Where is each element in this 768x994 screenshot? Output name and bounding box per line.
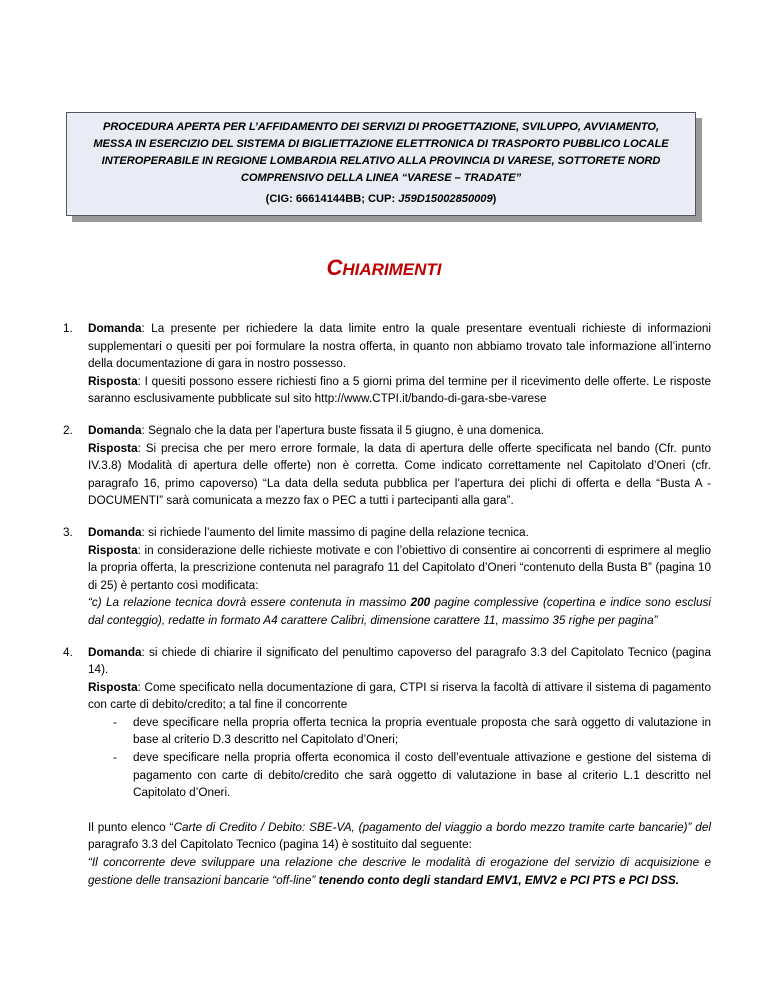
tender-title-line: MESSA IN ESERCIZIO DEL SISTEMA DI BIGLIETTAZIONE ELETTRONICA DI TRASPORTO PUBBLICO LOCALE xyxy=(93,138,669,150)
tender-title-line: PROCEDURA APERTA PER L’AFFIDAMENTO DEI SERVIZI DI PROGETTAZIONE, SVILUPPO, AVVIAMENTO, xyxy=(103,121,659,133)
quote-standards: tenendo conto degli standard EMV1, EMV2 e PCI PTS e PCI DSS. xyxy=(318,873,679,887)
question-text xyxy=(88,422,711,440)
dash-bullet: - xyxy=(113,715,117,729)
replacement-quote xyxy=(88,854,711,889)
clarification-item-3 xyxy=(63,524,711,630)
heading-initial: C xyxy=(326,255,343,280)
answer-body: : in considerazione delle richieste motivate e con l’obiettivo di consentire ai concorrenti di esprimere al meglio la propria offerta, la prescrizione contenuta nel paragrafo 11 del Capitolato d’Oneri “contenuto della Busta B” (pagina 10 di 25) è pertanto così modificata: xyxy=(88,543,711,592)
quote-text: “Il concorrente deve sviluppare una relazione che descrive le modalità di erogazione del servizio di acquisizione e gestione delle transazioni bancarie “off-line” xyxy=(88,856,711,887)
answer-text xyxy=(88,440,711,510)
list-item xyxy=(88,714,711,749)
answer-body: : Si precisa che per mero errore formale, la data di apertura delle offerte specificata nel bando (Cfr. punto IV.3.8) Modalità di apertura delle offerte) non è corretta. Come indicato correttamente nel Capitolato d’Oneri (cfr. paragrafo 16, primo capoverso) “La data della seduta pubblica per l’apertura dei plichi di offerta e della “Busta A - DOCUMENTI” sarà comunicata a mezzo fax o PEC a tutti i partecipanti alla gara”. xyxy=(88,441,711,508)
question-text xyxy=(88,644,711,679)
list-item xyxy=(88,749,711,802)
tender-title-line: INTEROPERABILE IN REGIONE LOMBARDIA RELATIVO ALLA PROVINCIA DI VARESE, SOTTORETE NORD xyxy=(101,155,661,167)
answer-label: Risposta xyxy=(88,543,138,557)
question-body: : si chiede di chiarire il significato del penultimo capoverso del paragrafo 3.3 del Capitolato Tecnico (pagina 14). xyxy=(88,645,711,677)
answer-body: : Come specificato nella documentazione di gara, CTPI si riserva la facoltà di attivare il sistema di pagamento con carte di debito/credito; a tal fine il concorrente xyxy=(88,680,711,712)
clarification-item-2 xyxy=(63,422,711,510)
tender-title xyxy=(73,119,689,187)
bullet-text: deve specificare nella propria offerta economica il costo dell’eventuale attivazione e gestione del sistema di pagamento con carte di debito/credito che sarà oggetto di valutazione in base al criterio L.1 descritto nel Capitolato d’Oneri. xyxy=(133,751,711,800)
replacement-paragraph xyxy=(88,819,711,854)
question-body: : La presente per richiedere la data limite entro la quale presentare eventuali richieste di informazioni supplementari o quesiti per poi formulare la nostra offerta, in quanto non abbiamo trovato tale informazione all’interno della documentazione di gara in nostro possesso. xyxy=(88,322,711,371)
clarification-item-1 xyxy=(63,320,711,408)
quote-text: pagine complessive (copertina e indice sono esclusi dal conteggio), redatte in formato A4 carattere Calibri, dimensione carattere 11, massimo 35 righe per pagina” xyxy=(88,596,711,627)
page-heading xyxy=(0,255,768,281)
clarifications-list xyxy=(63,320,711,903)
quoted-amendment xyxy=(88,594,711,629)
paragraph-italic: Carte di Credito / Debito: SBE-VA, (pagamento del viaggio a bordo mezzo tramite carte bancarie)” del xyxy=(173,820,711,834)
heading-rest: HIARIMENTI xyxy=(342,260,442,279)
item-number: 2. xyxy=(63,423,73,437)
answer-text xyxy=(88,679,711,714)
question-label: Domanda xyxy=(88,423,142,437)
answer-text xyxy=(88,542,711,595)
quote-text: “c) La relazione tecnica dovrà essere contenuta in massimo xyxy=(88,596,411,610)
answer-label: Risposta xyxy=(88,374,138,388)
question-body: : Segnalo che la data per l’apertura buste fissata il 5 giugno, è una domenica. xyxy=(141,423,544,437)
question-label: Domanda xyxy=(88,645,142,659)
cup-code: J59D15002850009 xyxy=(398,193,493,205)
quote-page-limit: 200 xyxy=(410,596,431,610)
cig-cup-codes xyxy=(73,193,689,205)
question-text xyxy=(88,524,711,542)
answer-text xyxy=(88,373,711,408)
question-label: Domanda xyxy=(88,322,142,335)
cig-suffix: ) xyxy=(492,193,497,205)
cig-code: (CIG: 66614144BB; CUP: xyxy=(265,193,399,205)
answer-label: Risposta xyxy=(88,680,138,694)
tender-title-line: COMPRENSIVO DELLA LINEA “VARESE – TRADATE” xyxy=(240,172,522,184)
answer-label: Risposta xyxy=(88,441,138,455)
answer-body: : I quesiti possono essere richiesti fino a 5 giorni prima del termine per il ricevimento delle offerte. Le risposte saranno esclusivamente pubblicate sul sito http://www.CTPI.it/bando-di-gara-sbe-varese xyxy=(88,374,711,406)
question-text xyxy=(88,320,711,373)
paragraph-text: paragrafo 3.3 del Capitolato Tecnico (pagina 14) è sostituito dal seguente: xyxy=(88,838,472,852)
clarification-item-4 xyxy=(63,644,711,890)
dash-bullet: - xyxy=(113,751,117,765)
item-number: 3. xyxy=(63,525,73,539)
item-number: 1. xyxy=(63,322,73,335)
bullet-text: deve specificare nella propria offerta tecnica la propria eventuale proposta che sarà oggetto di valutazione in base al criterio D.3 descritto nel Capitolato d’Oneri; xyxy=(133,715,711,747)
item-number: 4. xyxy=(63,645,73,659)
tender-title-box xyxy=(66,112,696,216)
paragraph-text: Il punto elenco “ xyxy=(88,820,174,834)
question-label: Domanda xyxy=(88,525,142,539)
question-body: : si richiede l’aumento del limite massimo di pagine della relazione tecnica. xyxy=(141,525,529,539)
